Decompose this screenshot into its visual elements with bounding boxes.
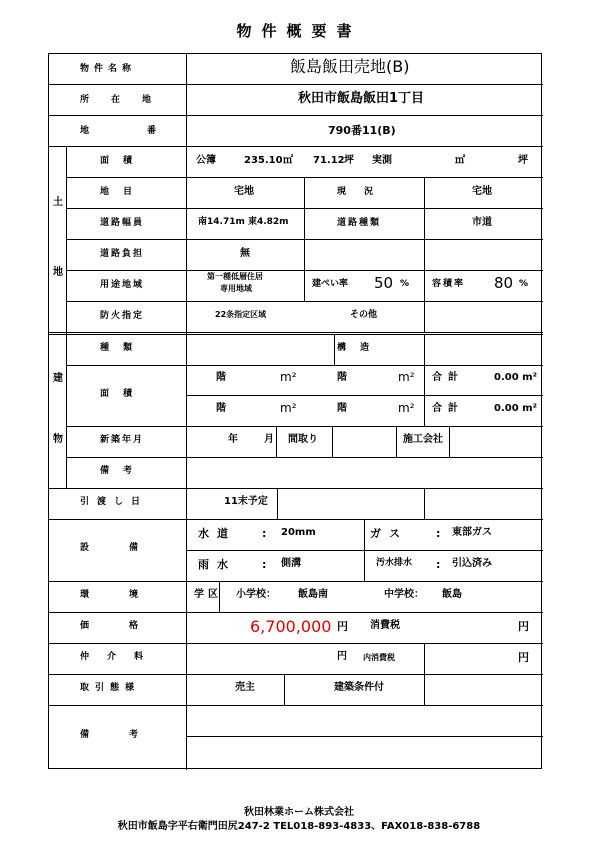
total-value-2: 0.00 m² (494, 403, 537, 414)
road-type-value: 市道 (472, 217, 492, 228)
kouba-sqm: 235.10 (244, 155, 283, 166)
property-name-value: 飯島飯田売地(B) (290, 57, 410, 76)
total-label-1: 合計 (432, 372, 464, 383)
builder-label: 施工会社 (403, 434, 443, 445)
rain-value: 側溝 (281, 558, 301, 569)
rain-colon: : (262, 558, 267, 571)
water-colon: : (262, 527, 267, 540)
far-value: 80 (494, 274, 514, 292)
far-percent: % (519, 279, 529, 289)
price-tax-yen: 円 (518, 620, 529, 633)
price-value: 6,700,000 (250, 617, 332, 636)
footer-company: 秋田林業ホーム株式会社 (244, 807, 354, 818)
fire-other: その他 (350, 310, 378, 320)
facilities-label: 設備 (80, 543, 179, 553)
status-value: 宅地 (472, 186, 492, 197)
land-category-label: 地目 (100, 187, 147, 197)
commission-label: 仲介料 (80, 652, 162, 662)
bcr-percent: % (400, 279, 410, 289)
remarks-label: 備考 (80, 730, 179, 740)
road-width-label: 道路幅員 (100, 218, 145, 228)
floor4-label: 階 (337, 403, 347, 414)
jissoku-label: 実測 (372, 155, 392, 166)
land-area-label: 面積 (100, 156, 147, 166)
land-category-value: 宅地 (234, 186, 254, 197)
jissoku-sqm-unit: ㎡ (455, 155, 465, 166)
sewage-colon: : (436, 558, 441, 571)
rain-label: 雨水 (198, 558, 236, 571)
floor1-label: 階 (216, 372, 226, 383)
location-value: 秋田市飯島飯田1丁目 (298, 91, 425, 106)
built-month-label: 月 (264, 434, 274, 445)
floor4-unit: m² (398, 401, 415, 415)
floor3-unit: m² (280, 401, 297, 415)
price-label: 価格 (80, 621, 179, 631)
building-type-label: 種類 (100, 343, 147, 353)
kouba-label: 公簿 (196, 155, 216, 166)
floor3-label: 階 (216, 403, 226, 414)
total-value-1: 0.00 m² (494, 372, 537, 383)
layout-label: 間取り (288, 434, 318, 445)
commission-tax-label: 内消費税 (363, 653, 395, 662)
location-label: 所在地 (80, 95, 174, 105)
lot-number-label: 地番 (80, 126, 215, 136)
building-area-label: 面積 (100, 389, 147, 399)
gas-colon: : (436, 527, 441, 540)
fire-value: 22条指定区域 (215, 310, 267, 319)
gas-label: ガス (370, 527, 408, 540)
floor2-label: 階 (337, 372, 347, 383)
price-tax-label: 消費税 (370, 620, 400, 631)
elementary-label: 小学校： (236, 589, 276, 600)
building-group-top: 建 (53, 373, 63, 384)
zoning-label: 用途地域 (100, 280, 145, 290)
floor2-unit: m² (398, 370, 415, 384)
zoning-value-2: 専用地域 (220, 284, 252, 293)
bcr-value: 50 (374, 274, 394, 292)
junior-value: 飯島 (442, 589, 462, 600)
land-group-top: 土 (53, 197, 63, 208)
lot-number-value: 790番11(B) (328, 124, 396, 137)
elementary-value: 飯島南 (298, 589, 328, 600)
road-type-label: 道路種類 (337, 218, 382, 228)
jissoku-tsubo-unit: 坪 (518, 155, 528, 166)
school-district-label: 学区 (194, 589, 222, 600)
footer-address: 秋田市飯島字平右衛門田尻247-2 TEL018-893-4833、FAX018-838-6788 (117, 821, 481, 832)
floor1-unit: m² (280, 370, 297, 384)
kouba-tsubo: 71.12 (313, 155, 345, 166)
sewage-value: 引込済み (452, 558, 492, 569)
fire-label: 防火指定 (100, 311, 145, 321)
commission-yen: 円 (337, 651, 347, 662)
zoning-value-1: 第一種低層住居 (207, 272, 263, 281)
page-title: 物件概要書 (236, 22, 362, 40)
building-notes-label: 備考 (100, 466, 147, 476)
environment-label: 環境 (80, 590, 179, 600)
kouba-tsubo-unit: 坪 (344, 155, 354, 166)
transaction-condition: 建築条件付 (334, 682, 384, 693)
delivery-label: 引渡し日 (80, 497, 149, 507)
transaction-label: 取引態様 (80, 683, 141, 693)
water-value: 20mm (281, 527, 316, 538)
structure-label: 構造 (337, 343, 384, 353)
total-label-2: 合計 (432, 403, 464, 414)
property-name-label: 物件名称 (80, 64, 137, 74)
gas-value: 東部ガス (452, 527, 492, 538)
built-year-label: 年 (228, 434, 238, 445)
road-burden-label: 道路負担 (100, 249, 145, 259)
junior-label: 中学校： (384, 589, 424, 600)
sewage-label: 汚水排水 (376, 558, 413, 568)
transaction-value: 売主 (235, 682, 255, 693)
far-label: 容積率 (432, 279, 466, 289)
road-width-value: 南14.71m 東4.82m (198, 217, 289, 227)
commission-tax-yen: 円 (518, 651, 529, 664)
built-date-label: 新築年月 (100, 435, 145, 445)
price-yen: 円 (337, 620, 348, 633)
building-group-bottom: 物 (53, 434, 63, 445)
kouba-sqm-unit: ㎡ (283, 155, 293, 166)
delivery-value: 11末予定 (224, 496, 268, 507)
road-burden-value: 無 (240, 248, 250, 259)
bcr-label: 建ぺい率 (312, 279, 349, 289)
water-label: 水道 (198, 527, 236, 540)
status-label: 現況 (337, 187, 392, 197)
land-group-bottom: 地 (53, 267, 63, 278)
